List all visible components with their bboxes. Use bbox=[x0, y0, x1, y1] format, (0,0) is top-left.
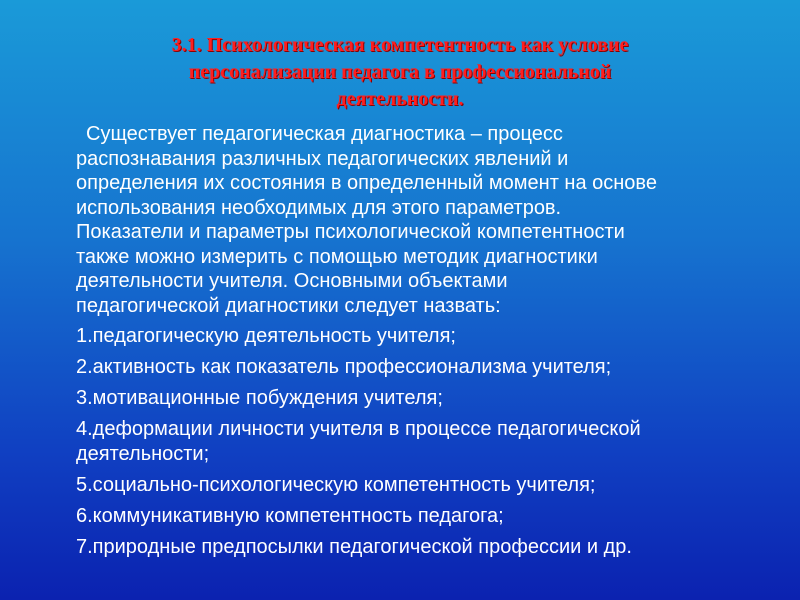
list-item bbox=[76, 535, 776, 560]
list-item bbox=[76, 355, 776, 380]
list-item-text: 5.социально-психологическую компетентность учителя; bbox=[76, 473, 596, 496]
intro-line: педагогической диагностики следует назвать: bbox=[76, 294, 501, 317]
list-item bbox=[76, 473, 776, 498]
title-line: 3.1. Психологическая компетентность как условие bbox=[171, 34, 629, 56]
intro-line: определения их состояния в определенный момент на основе bbox=[76, 172, 657, 194]
list-item-text: 7.природные предпосылки педагогической профессии и др. bbox=[76, 535, 632, 558]
list-item bbox=[76, 324, 776, 349]
intro-line: использования необходимых для этого параметров. bbox=[76, 196, 562, 219]
slide-body bbox=[76, 122, 776, 566]
list-item-text: 1.педагогическую деятельность учителя; bbox=[76, 325, 456, 347]
list-item-text: 6.коммуникативную компетентность педагога; bbox=[76, 504, 504, 527]
intro-line: Показатели и параметры психологической компетентности bbox=[76, 221, 625, 243]
list-item-text: деятельности; bbox=[76, 442, 210, 465]
intro-line: также можно измерить с помощью методик диагностики bbox=[76, 245, 598, 268]
slide-title bbox=[60, 32, 740, 113]
intro-line: распознавания различных педагогических явлений и bbox=[76, 147, 569, 170]
list-item bbox=[76, 386, 776, 411]
diagnostics-objects-list bbox=[76, 324, 776, 559]
intro-line: деятельности учителя. Основными объектами bbox=[76, 270, 508, 292]
list-item-text: 4.деформации личности учителя в процессе педагогической bbox=[76, 418, 641, 440]
list-item bbox=[76, 417, 776, 466]
list-item bbox=[76, 504, 776, 529]
intro-line: Существует педагогическая диагностика – процесс bbox=[86, 123, 563, 145]
list-item-text: 3.мотивационные побуждения учителя; bbox=[76, 387, 443, 409]
list-item-text: 2.активность как показатель профессионализма учителя; bbox=[76, 356, 612, 378]
intro-paragraph bbox=[76, 122, 776, 318]
title-line: деятельности. bbox=[336, 88, 464, 110]
title-line: персонализации педагога в профессиональной bbox=[188, 61, 612, 83]
